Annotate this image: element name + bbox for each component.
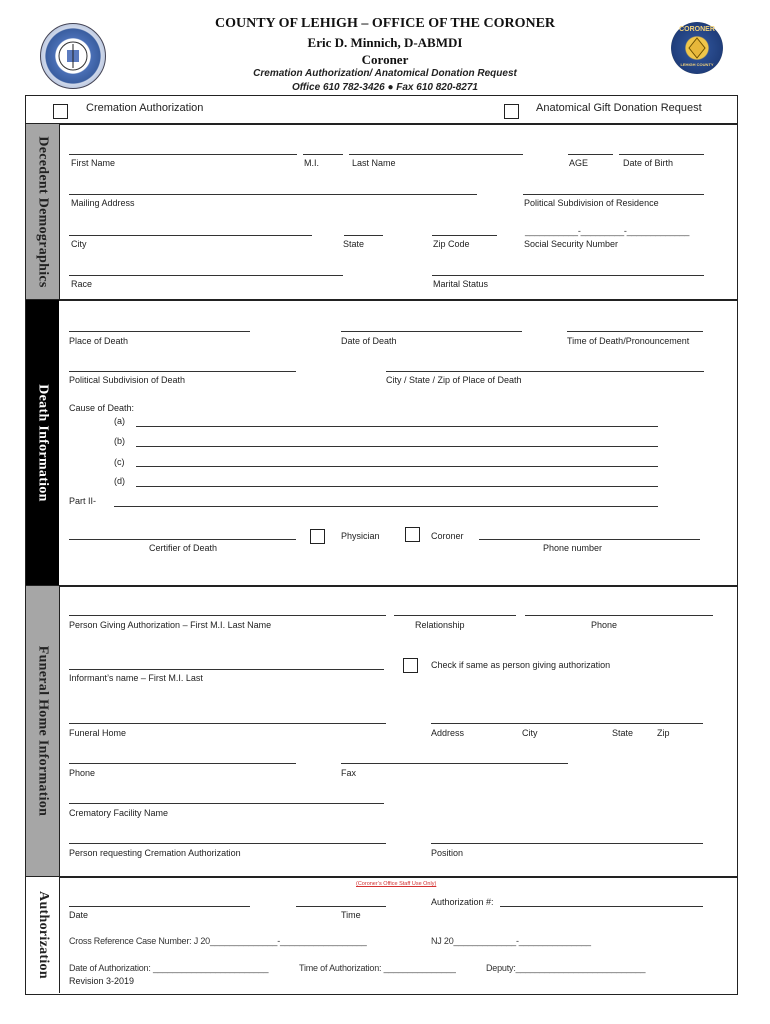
same-as-authorizer-label: Check if same as person giving authorization xyxy=(431,660,611,670)
authorizer-phone-field[interactable] xyxy=(525,615,713,616)
person-authorizing-label: Person Giving Authorization – First M.I. Last Name xyxy=(69,620,272,630)
funeral-state-label: State xyxy=(612,728,634,738)
funeral-address-field[interactable] xyxy=(431,723,703,724)
decedent-section-label-bar xyxy=(26,124,60,299)
death-section-label-bar xyxy=(26,300,59,585)
header-form-name: Cremation Authorization/ Anatomical Donation Request xyxy=(253,68,517,79)
requester-field[interactable] xyxy=(69,843,386,844)
funeral-phone-field[interactable] xyxy=(69,763,296,764)
funeral-address-label: Address xyxy=(431,728,465,738)
relationship-label: Relationship xyxy=(415,620,465,630)
part-two-field[interactable] xyxy=(114,506,658,507)
cremation-label: Cremation Authorization xyxy=(86,102,204,114)
city-label: City xyxy=(71,239,87,249)
funeral-home-field[interactable] xyxy=(69,723,386,724)
decedent-section-label: Decedent Demographics xyxy=(35,135,51,288)
coroner-badge-icon xyxy=(671,22,723,74)
death-section-label: Death Information xyxy=(35,383,51,502)
residence-subdivision-label: Political Subdivision of Residence xyxy=(524,198,659,208)
cause-b-field[interactable] xyxy=(136,446,658,447)
zip-field[interactable] xyxy=(432,235,497,236)
same-as-authorizer-checkbox[interactable] xyxy=(403,658,418,673)
marital-status-field[interactable] xyxy=(432,275,704,276)
coroner-label: Coroner xyxy=(431,531,464,541)
auth-date-field[interactable] xyxy=(69,906,250,907)
position-label: Position xyxy=(431,848,464,858)
residence-subdivision-field[interactable] xyxy=(523,194,704,195)
last-name-label: Last Name xyxy=(352,158,396,168)
death-city-state-zip-label: City / State / Zip of Place of Death xyxy=(386,375,522,385)
position-field[interactable] xyxy=(431,843,703,844)
dob-label: Date of Birth xyxy=(623,158,674,168)
header-coroner-name: Eric D. Minnich, D-ABMDI xyxy=(307,35,463,50)
dob-field[interactable] xyxy=(619,154,704,155)
funeral-phone-label: Phone xyxy=(69,768,96,778)
date-of-authorization-field[interactable]: Date of Authorization: ________________________ xyxy=(69,963,269,973)
age-field[interactable] xyxy=(568,154,613,155)
age-label: AGE xyxy=(569,158,589,168)
anatomical-checkbox[interactable] xyxy=(504,104,519,119)
time-of-death-field[interactable] xyxy=(567,331,703,332)
funeral-fax-field[interactable] xyxy=(341,763,568,764)
authorization-section-label: Authorization xyxy=(35,891,51,979)
header-title: COUNTY OF LEHIGH – OFFICE OF THE CORONER xyxy=(214,16,556,31)
cause-d-label: (d) xyxy=(114,476,125,486)
last-name-field[interactable] xyxy=(349,154,523,155)
funeral-fax-label: Fax xyxy=(341,768,357,778)
auth-time-label: Time xyxy=(341,910,361,920)
county-seal-icon xyxy=(40,23,106,89)
authorization-number-label: Authorization #: xyxy=(431,897,494,907)
zip-label: Zip Code xyxy=(433,239,470,249)
time-of-authorization-field[interactable]: Time of Authorization: _______________ xyxy=(299,963,456,973)
place-of-death-field[interactable] xyxy=(69,331,250,332)
auth-time-field[interactable] xyxy=(296,906,386,907)
funeral-zip-label: Zip xyxy=(657,728,670,738)
revision-label: Revision 3-2019 xyxy=(69,976,135,986)
certifier-field[interactable] xyxy=(69,539,296,540)
time-of-death-label: Time of Death/Pronouncement xyxy=(567,336,690,346)
authorization-number-field[interactable] xyxy=(500,906,703,907)
state-field[interactable] xyxy=(344,235,383,236)
race-label: Race xyxy=(71,279,93,289)
funeral-section-label: Funeral Home Information xyxy=(35,645,51,817)
header-coroner-title: Coroner xyxy=(361,52,409,67)
coroner-badge-text-top: CORONER xyxy=(679,26,715,33)
physician-checkbox[interactable] xyxy=(310,529,325,544)
funeral-section-label-bar xyxy=(26,586,60,876)
anatomical-label: Anatomical Gift Donation Request xyxy=(536,102,702,114)
cause-a-field[interactable] xyxy=(136,426,658,427)
marital-status-label: Marital Status xyxy=(433,279,489,289)
deputy-field[interactable]: Deputy:___________________________ xyxy=(486,963,646,973)
crematory-label: Crematory Facility Name xyxy=(69,808,169,818)
authorizer-phone-label: Phone xyxy=(591,620,618,630)
ssn-field[interactable]: ___________-_________-_____________ xyxy=(525,226,690,236)
cross-reference-field[interactable]: Cross Reference Case Number: J 20______________-__________________ xyxy=(69,936,367,946)
certifier-phone-label: Phone number xyxy=(543,543,603,553)
informant-field[interactable] xyxy=(69,669,384,670)
requester-label: Person requesting Cremation Authorization xyxy=(69,848,241,858)
cause-d-field[interactable] xyxy=(136,486,658,487)
cremation-checkbox[interactable] xyxy=(53,104,68,119)
mi-label: M.I. xyxy=(304,158,319,168)
cause-c-field[interactable] xyxy=(136,466,658,467)
mi-field[interactable] xyxy=(303,154,343,155)
death-subdivision-label: Political Subdivision of Death xyxy=(69,375,186,385)
first-name-label: First Name xyxy=(71,158,116,168)
physician-label: Physician xyxy=(341,531,380,541)
mailing-address-label: Mailing Address xyxy=(71,198,135,208)
person-authorizing-field[interactable] xyxy=(69,615,386,616)
place-of-death-label: Place of Death xyxy=(69,336,129,346)
city-field[interactable] xyxy=(69,235,312,236)
death-subdivision-field[interactable] xyxy=(69,371,296,372)
part-two-label: Part II- xyxy=(69,496,97,506)
funeral-home-label: Funeral Home xyxy=(69,728,127,738)
funeral-city-label: City xyxy=(522,728,538,738)
date-of-death-label: Date of Death xyxy=(341,336,397,346)
death-city-state-zip-field[interactable] xyxy=(386,371,704,372)
authorization-section-label-bar xyxy=(26,877,60,993)
ssn-label: Social Security Number xyxy=(524,239,619,249)
cause-c-label: (c) xyxy=(114,457,125,467)
certifier-label: Certifier of Death xyxy=(149,543,218,553)
coroner-checkbox[interactable] xyxy=(405,527,420,542)
race-field[interactable] xyxy=(69,275,343,276)
informant-label: Informant’s name – First M.I. Last xyxy=(69,673,203,683)
nj-number-field[interactable]: NJ 20_____________-_______________ xyxy=(431,936,591,946)
cause-of-death-label: Cause of Death: xyxy=(69,403,135,413)
relationship-field[interactable] xyxy=(394,615,516,616)
state-label: State xyxy=(343,239,365,249)
cause-b-label: (b) xyxy=(114,436,125,446)
crematory-field[interactable] xyxy=(69,803,384,804)
date-of-death-field[interactable] xyxy=(341,331,522,332)
auth-date-label: Date xyxy=(69,910,89,920)
first-name-field[interactable] xyxy=(69,154,297,155)
coroner-badge-text-bottom: LEHIGH COUNTY xyxy=(680,62,714,67)
staff-only-note: (Coroner’s Office Staff Use Only) xyxy=(356,881,437,887)
header-contact: Office 610 782-3426 ● Fax 610 820-8271 xyxy=(292,82,478,93)
certifier-phone-field[interactable] xyxy=(479,539,700,540)
mailing-address-field[interactable] xyxy=(69,194,477,195)
cause-a-label: (a) xyxy=(114,416,125,426)
